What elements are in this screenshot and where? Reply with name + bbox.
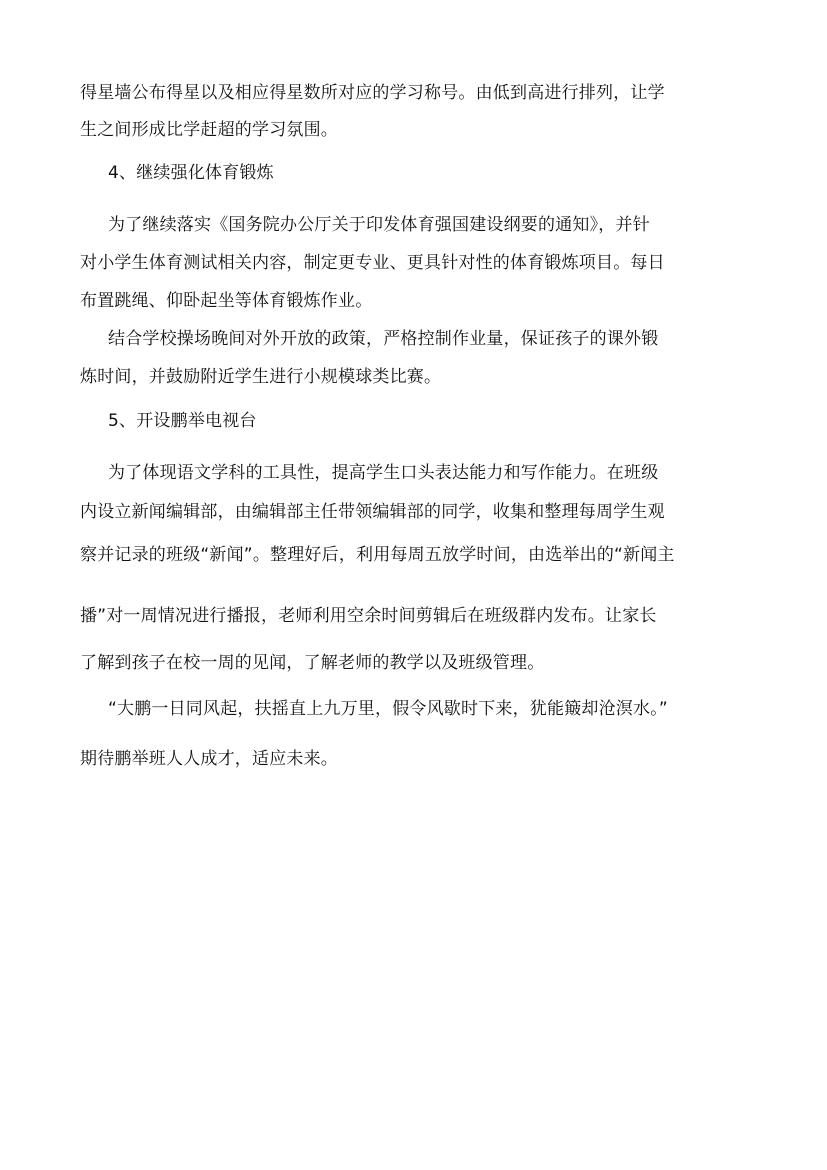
paragraph-line-7: 炼时间，并鼓励附近学生进行小规模球类比赛。 xyxy=(80,367,442,387)
quote-line: “大鹏一日同风起，扶摇直上九万里，假令风歇时下来，犹能簸却沧溟水。” xyxy=(108,699,668,719)
paragraph-line-9: 内设立新闻编辑部，由编辑部主任带领编辑部的同学，收集和整理每周学生观 xyxy=(80,502,665,522)
paragraph-line-2: 生之间形成比学赶超的学习氛围。 xyxy=(80,120,338,140)
paragraph-line-11: 播”对一周情况进行播报，老师利用空余时间剪辑后在班级群内发布。让家长 xyxy=(80,606,657,626)
section-heading-5: 5、开设鹏举电视台 xyxy=(108,411,257,431)
paragraph-line-3: 为了继续落实《国务院办公厅关于印发体育强国建设纲要的通知》，并针 xyxy=(108,215,650,235)
paragraph-line-4: 对小学生体育测试相关内容，制定更专业、更具针对性的体育锻炼项目。每日 xyxy=(80,253,665,273)
paragraph-line-5: 布置跳绳、仰卧起坐等体育锻炼作业。 xyxy=(80,291,373,311)
closing-line: 期待鹏举班人人成才，适应未来。 xyxy=(80,749,338,769)
paragraph-line-6: 结合学校操场晚间对外开放的政策，严格控制作业量，保证孩子的课外锻 xyxy=(108,329,659,349)
section-heading-4: 4、继续强化体育锻炼 xyxy=(108,163,274,183)
paragraph-line-12: 了解到孩子在校一周的见闻，了解老师的教学以及班级管理。 xyxy=(80,653,545,673)
paragraph-line-8: 为了体现语文学科的工具性，提高学生口头表达能力和写作能力。在班级 xyxy=(108,463,659,483)
paragraph-line-1: 得星墙公布得星以及相应得星数所对应的学习称号。由低到高进行排列，让学 xyxy=(80,83,665,103)
paragraph-line-10: 察并记录的班级“新闻”。整理好后，利用每周五放学时间，由选举出的“新闻主 xyxy=(80,545,675,565)
